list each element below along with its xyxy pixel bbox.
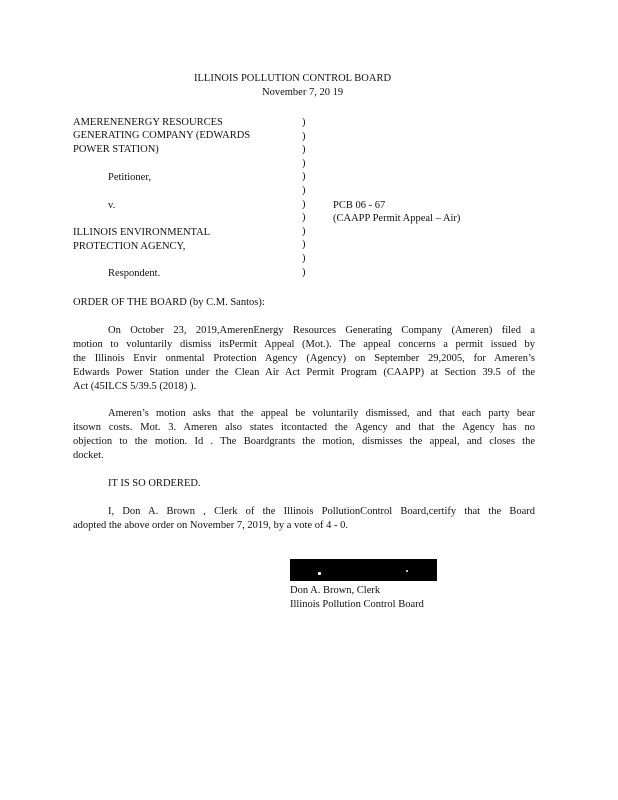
respondent-label: Respondent. xyxy=(108,268,161,279)
signature-redaction xyxy=(290,559,437,581)
case-type: (CAAPP Permit Appeal – Air) xyxy=(333,213,461,224)
case-number: PCB 06 - 67 xyxy=(333,200,386,211)
header-board: ILLINOIS POLLUTION CONTROL BOARD xyxy=(194,73,392,84)
header-date: November 7, 20 19 xyxy=(262,87,344,98)
petitioner-line-1: AMERENENERGY RESOURCES xyxy=(73,117,223,128)
respondent-line-2: PROTECTION AGENCY, xyxy=(73,241,186,252)
petitioner-label: Petitioner, xyxy=(108,172,152,183)
respondent-line-1: ILLINOIS ENVIRONMENTAL xyxy=(73,227,211,238)
signature-title: Illinois Pollution Control Board xyxy=(290,599,424,610)
caption-parentheses: ) ) ) ) ) ) ) ) ) ) ) ) xyxy=(302,117,306,278)
versus-label: v. xyxy=(108,200,116,211)
petitioner-line-2: GENERATING COMPANY (EDWARDS xyxy=(73,130,251,141)
signature-name: Don A. Brown, Clerk xyxy=(290,585,381,596)
order-heading: ORDER OF THE BOARD (by C.M. Santos): xyxy=(73,297,265,308)
so-ordered: IT IS SO ORDERED. xyxy=(108,478,201,489)
petitioner-line-3: POWER STATION) xyxy=(73,144,159,155)
